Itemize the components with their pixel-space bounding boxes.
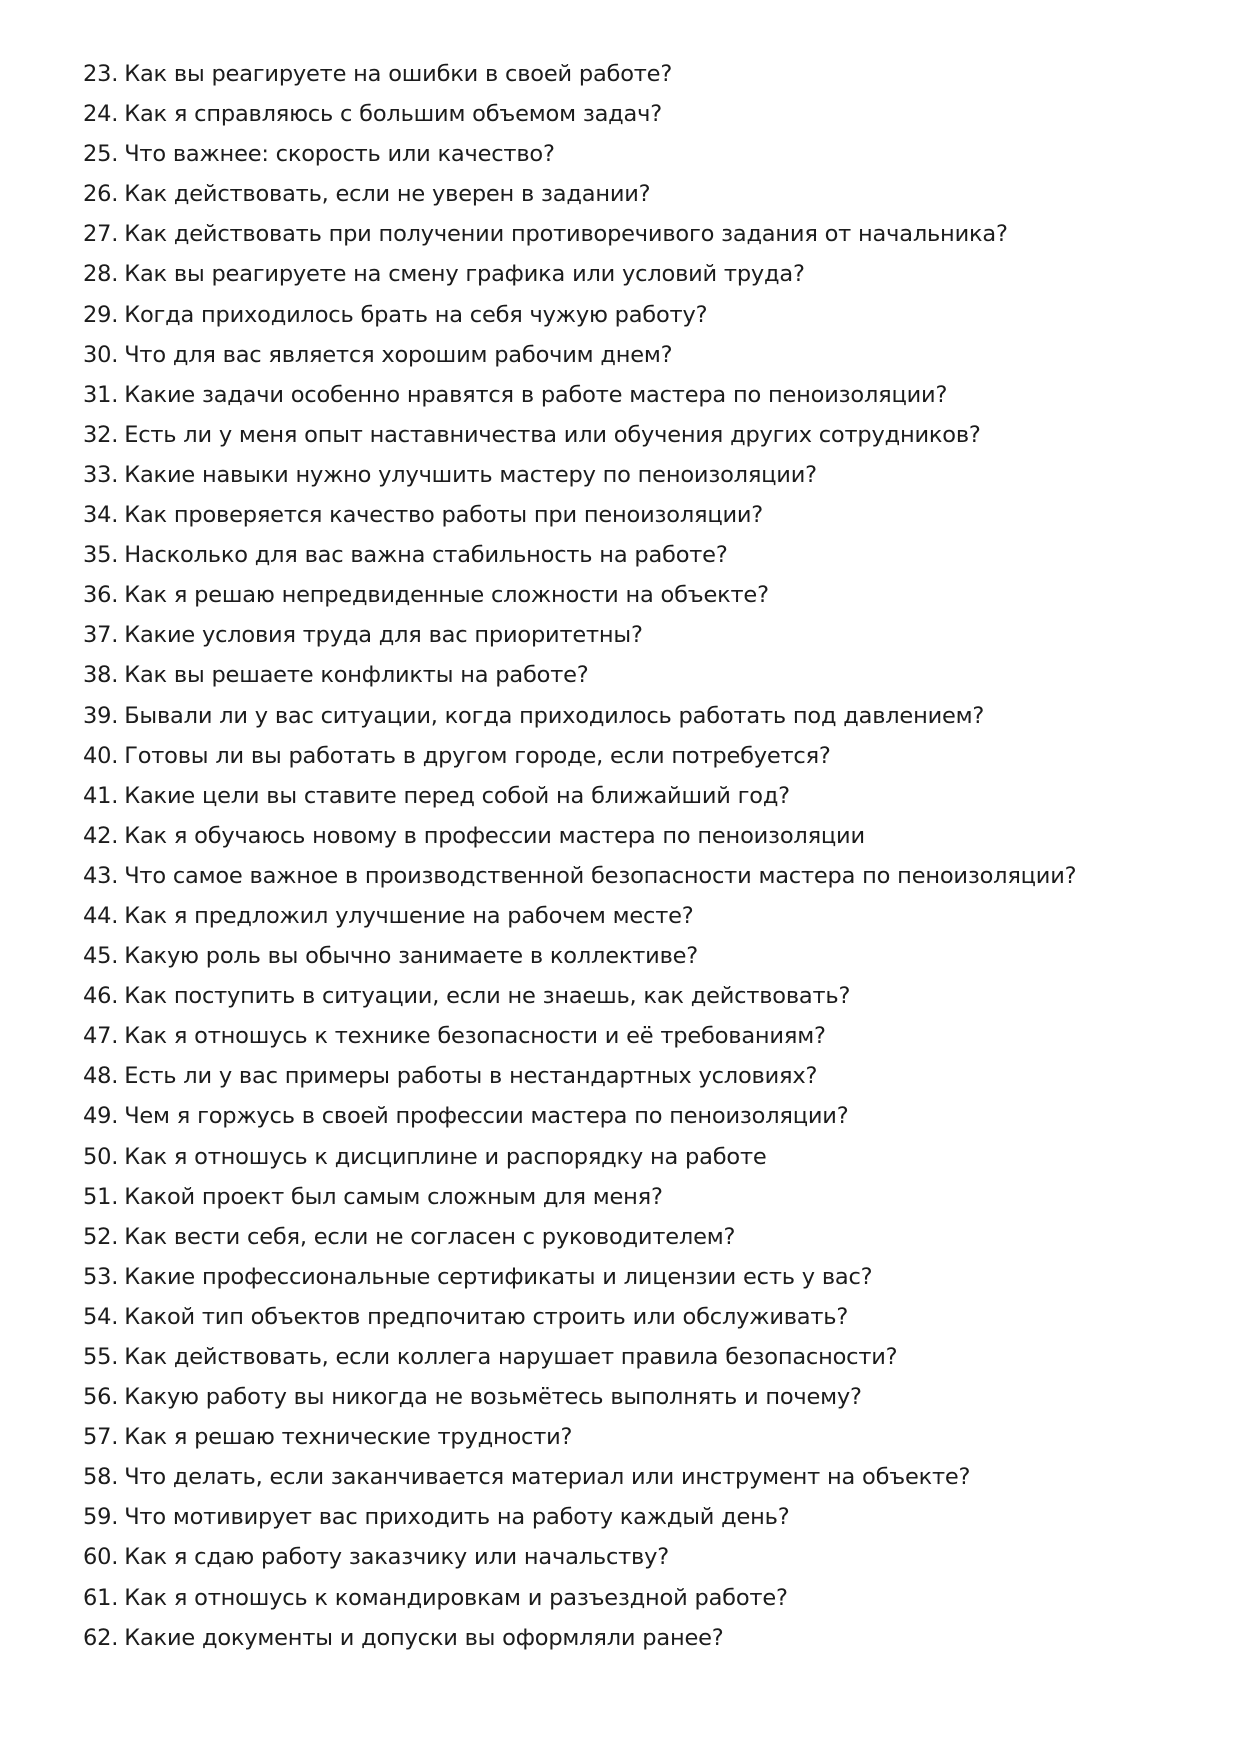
- list-item: [83, 542, 1203, 582]
- list-item: [83, 1424, 1203, 1464]
- list-item: [83, 1304, 1203, 1344]
- list-item: [83, 422, 1203, 462]
- question-number: 43.: [83, 862, 119, 889]
- question-number: 41.: [83, 782, 119, 809]
- question-text: Как действовать при получении противоречивого задания от начальника?: [124, 221, 1008, 248]
- list-item: [83, 1344, 1203, 1384]
- list-item: [83, 141, 1203, 181]
- list-item: [83, 1264, 1203, 1304]
- question-number: 44.: [83, 902, 119, 929]
- question-text: Как вы решаете конфликты на работе?: [124, 662, 589, 689]
- question-number: 59.: [83, 1504, 119, 1531]
- question-text: Какие задачи особенно нравятся в работе мастера по пеноизоляции?: [124, 381, 948, 408]
- question-number: 32.: [83, 421, 119, 448]
- question-number: 51.: [83, 1183, 119, 1210]
- question-number: 39.: [83, 702, 119, 729]
- question-text: Как я отношусь к технике безопасности и её требованиям?: [124, 1023, 826, 1050]
- question-number: 60.: [83, 1544, 119, 1571]
- question-number: 27.: [83, 221, 119, 248]
- question-text: Как вы реагируете на ошибки в своей работе?: [124, 61, 673, 87]
- question-number: 52.: [83, 1223, 119, 1250]
- list-item: [83, 903, 1203, 943]
- question-text: Какие документы и допуски вы оформляли ранее?: [124, 1624, 724, 1651]
- question-text: Как я решаю непредвиденные сложности на объекте?: [124, 582, 769, 609]
- question-text: Как вы реагируете на смену графика или условий труда?: [124, 261, 805, 288]
- list-item: [83, 1184, 1203, 1224]
- question-number: 46.: [83, 983, 119, 1010]
- question-text: Какие профессиональные сертификаты и лицензии есть у вас?: [124, 1263, 873, 1290]
- question-text: Какой тип объектов предпочитаю строить или обслуживать?: [124, 1303, 849, 1330]
- question-text: Что делать, если заканчивается материал или инструмент на объекте?: [124, 1464, 971, 1491]
- question-number: 28.: [83, 261, 119, 288]
- question-number: 48.: [83, 1063, 119, 1090]
- question-text: Как я отношусь к командировкам и разъездной работе?: [124, 1584, 788, 1611]
- question-list: [83, 61, 1203, 1665]
- question-text: Какую роль вы обычно занимаете в коллективе?: [124, 943, 699, 970]
- question-number: 25.: [83, 141, 119, 168]
- question-text: Как я справляюсь с большим объемом задач?: [124, 101, 662, 128]
- question-text: Какой проект был самым сложным для меня?: [124, 1183, 663, 1210]
- question-text: Чем я горжусь в своей профессии мастера по пеноизоляции?: [124, 1103, 849, 1130]
- question-number: 55.: [83, 1344, 119, 1370]
- list-item: [83, 1384, 1203, 1424]
- list-item: [83, 622, 1203, 662]
- list-item: [83, 302, 1203, 342]
- question-text: Как я отношусь к дисциплине и распорядку на работе: [124, 1143, 767, 1170]
- list-item: [83, 1544, 1203, 1584]
- question-number: 35.: [83, 542, 119, 569]
- list-item: [83, 743, 1203, 783]
- list-item: [83, 943, 1203, 983]
- question-number: 30.: [83, 341, 119, 368]
- question-number: 29.: [83, 301, 119, 328]
- question-number: 57.: [83, 1424, 119, 1451]
- list-item: [83, 1504, 1203, 1544]
- question-text: Что для вас является хорошим рабочим днем?: [124, 341, 673, 368]
- question-number: 34.: [83, 502, 119, 529]
- list-item: [83, 502, 1203, 542]
- question-number: 38.: [83, 662, 119, 689]
- question-text: Как поступить в ситуации, если не знаешь, как действовать?: [124, 983, 851, 1010]
- question-text: Какие цели вы ставите перед собой на ближайший год?: [124, 782, 790, 809]
- list-item: [83, 662, 1203, 702]
- question-number: 26.: [83, 181, 119, 208]
- question-number: 56.: [83, 1384, 119, 1411]
- list-item: [83, 703, 1203, 743]
- question-number: 62.: [83, 1624, 119, 1651]
- question-text: Готовы ли вы работать в другом городе, если потребуется?: [124, 742, 831, 769]
- question-text: Какие навыки нужно улучшить мастеру по пеноизоляции?: [124, 461, 817, 488]
- question-text: Бывали ли у вас ситуации, когда приходилось работать под давлением?: [124, 702, 985, 729]
- question-text: Что важнее: скорость или качество?: [124, 141, 555, 168]
- list-item: [83, 1585, 1203, 1625]
- question-number: 42.: [83, 822, 119, 849]
- list-item: [83, 863, 1203, 903]
- list-item: [83, 1103, 1203, 1143]
- list-item: [83, 582, 1203, 622]
- list-item: [83, 1464, 1203, 1504]
- question-text: Как действовать, если коллега нарушает правила безопасности?: [124, 1344, 898, 1370]
- list-item: [83, 181, 1203, 221]
- question-text: Когда приходилось брать на себя чужую работу?: [124, 301, 708, 328]
- question-text: Что мотивирует вас приходить на работу каждый день?: [124, 1504, 790, 1531]
- question-text: Какие условия труда для вас приоритетны?: [124, 622, 643, 649]
- question-number: 54.: [83, 1303, 119, 1330]
- question-text: Насколько для вас важна стабильность на работе?: [124, 542, 728, 569]
- list-item: [83, 1625, 1203, 1665]
- question-number: 58.: [83, 1464, 119, 1491]
- question-number: 36.: [83, 582, 119, 609]
- list-item: [83, 221, 1203, 261]
- question-text: Как я предложил улучшение на рабочем месте?: [124, 902, 694, 929]
- question-text: Что самое важное в производственной безопасности мастера по пеноизоляции?: [124, 862, 1077, 889]
- question-number: 49.: [83, 1103, 119, 1130]
- question-number: 23.: [83, 61, 119, 87]
- question-text: Есть ли у меня опыт наставничества или обучения других сотрудников?: [124, 421, 981, 448]
- list-item: [83, 1144, 1203, 1184]
- question-number: 61.: [83, 1584, 119, 1611]
- question-number: 37.: [83, 622, 119, 649]
- list-item: [83, 101, 1203, 141]
- list-item: [83, 61, 1203, 101]
- question-text: Как я обучаюсь новому в профессии мастера по пеноизоляции: [124, 822, 865, 849]
- list-item: [83, 1063, 1203, 1103]
- list-item: [83, 342, 1203, 382]
- question-text: Как действовать, если не уверен в задании?: [124, 181, 651, 208]
- question-text: Как я сдаю работу заказчику или начальству?: [124, 1544, 669, 1571]
- question-text: Как проверяется качество работы при пеноизоляции?: [124, 502, 764, 529]
- question-number: 24.: [83, 101, 119, 128]
- question-text: Как вести себя, если не согласен с руководителем?: [124, 1223, 736, 1250]
- list-item: [83, 462, 1203, 502]
- list-item: [83, 983, 1203, 1023]
- question-number: 45.: [83, 943, 119, 970]
- list-item: [83, 783, 1203, 823]
- question-number: 53.: [83, 1263, 119, 1290]
- question-number: 31.: [83, 381, 119, 408]
- question-number: 47.: [83, 1023, 119, 1050]
- list-item: [83, 823, 1203, 863]
- question-number: 50.: [83, 1143, 119, 1170]
- question-number: 40.: [83, 742, 119, 769]
- question-number: 33.: [83, 461, 119, 488]
- list-item: [83, 382, 1203, 422]
- list-item: [83, 1224, 1203, 1264]
- question-text: Есть ли у вас примеры работы в нестандартных условиях?: [124, 1063, 818, 1090]
- question-text: Как я решаю технические трудности?: [124, 1424, 573, 1451]
- question-text: Какую работу вы никогда не возьмётесь выполнять и почему?: [124, 1384, 862, 1411]
- list-item: [83, 261, 1203, 301]
- list-item: [83, 1023, 1203, 1063]
